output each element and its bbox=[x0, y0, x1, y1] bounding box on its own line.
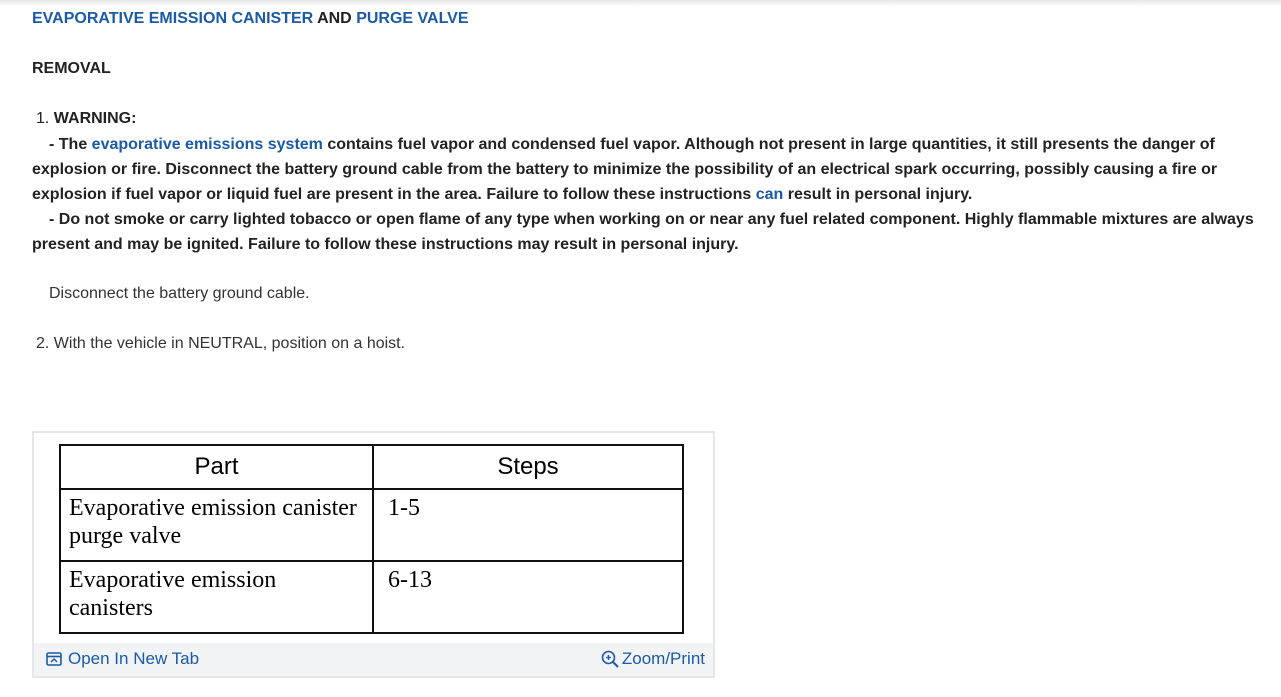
warning-1-body: contains fuel vapor and condensed fuel vapor. Although not present in large quantities, it still presents the danger of explosion or fire. Disconnect the battery ground cable from the battery to minimize the possibility of an electrical spark occurring, possibly causing a fire or explosion if fuel vapor or liquid fuel are present in the area. Failure to follow these instructions bbox=[32, 136, 1218, 203]
step-1-number: 1. bbox=[36, 110, 50, 127]
title-link-canister[interactable]: EVAPORATIVE EMISSION CANISTER bbox=[32, 10, 314, 27]
row-1-steps: 1-5 bbox=[373, 489, 683, 561]
zoom-print-label: Zoom/Print bbox=[621, 649, 705, 668]
row-2-part: Evaporative emission canisters bbox=[60, 561, 373, 633]
row-1-part: Evaporative emission canister purge valve bbox=[60, 489, 373, 561]
header-steps: Steps bbox=[373, 445, 683, 489]
section-heading: REMOVAL bbox=[32, 60, 111, 77]
table-header-row bbox=[60, 445, 683, 489]
parts-steps-table bbox=[59, 444, 684, 634]
step-1-heading bbox=[36, 110, 136, 128]
warning-paragraph-2: - Do not smoke or carry lighted tobacco or open flame of any type when working on or near any fuel related component. Highly flammable mixtures are always present and may be ignited. Failure to follow these instructions may result in personal injury. bbox=[32, 211, 1254, 253]
evaporative-emissions-system-link[interactable]: evaporative emissions system bbox=[91, 136, 323, 153]
row-2-steps: 6-13 bbox=[373, 561, 683, 633]
step-2-text: 2. With the vehicle in NEUTRAL, position on a hoist. bbox=[36, 335, 406, 352]
zoom-in-icon bbox=[601, 650, 619, 668]
step-1-instruction: Disconnect the battery ground cable. bbox=[49, 285, 310, 302]
title-link-purge-valve[interactable]: PURGE VALVE bbox=[356, 10, 469, 27]
table-row bbox=[60, 489, 683, 561]
page-title bbox=[32, 10, 469, 28]
title-and: AND bbox=[313, 10, 357, 27]
top-shadow-bar bbox=[0, 0, 1281, 6]
can-link[interactable]: can bbox=[755, 186, 784, 203]
warning-1-suffix: result in personal injury. bbox=[783, 186, 973, 203]
warning-1-prefix: - The bbox=[49, 136, 92, 153]
open-new-tab-icon bbox=[46, 652, 62, 666]
open-new-tab-button[interactable] bbox=[46, 649, 199, 669]
zoom-print-button[interactable] bbox=[601, 649, 705, 669]
table-row bbox=[60, 561, 683, 633]
figure-panel bbox=[32, 431, 715, 678]
warning-label: WARNING: bbox=[53, 110, 137, 127]
warning-paragraph-1 bbox=[32, 132, 1257, 207]
open-new-tab-label: Open In New Tab bbox=[68, 649, 200, 668]
header-part: Part bbox=[60, 445, 373, 489]
figure-toolbar bbox=[34, 643, 713, 676]
